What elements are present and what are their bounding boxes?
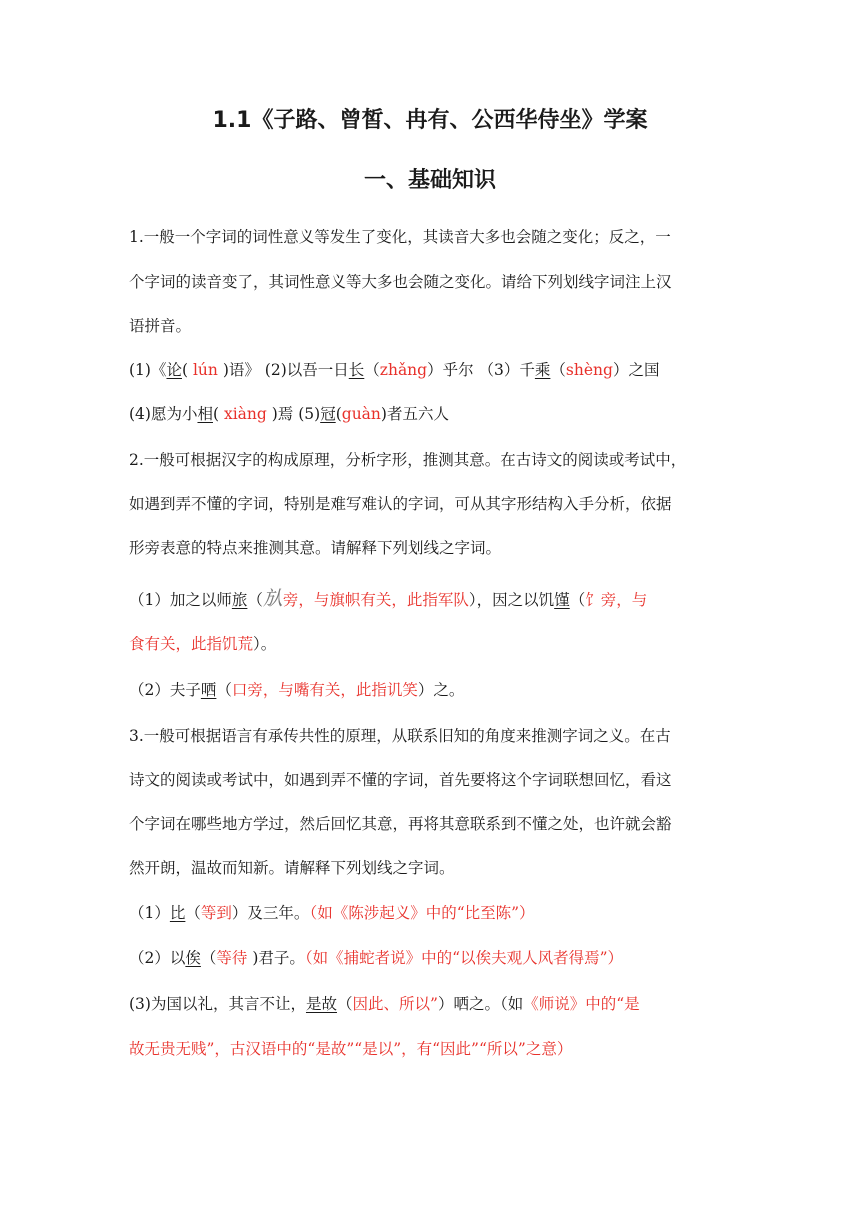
q2-item-2: （2）夫子哂（口旁，与嘴有关，此指讥笑）之。 — [129, 681, 465, 699]
q2-item-1-cont: 食有关，此指饥荒）。 — [129, 635, 277, 653]
q1-items-row-1: (1)《论( lún )语》 (2)以吾一日长（zhǎng）乎尔 （3）千乘（shèng）之国 — [129, 361, 660, 379]
underlined-word: 是故 — [305, 995, 337, 1013]
radical-glyph: 㫃 — [262, 586, 283, 610]
underlined-word: 乘 — [534, 361, 551, 379]
underlined-word: 旅 — [231, 591, 248, 609]
pinyin-answer: zhǎng — [379, 361, 428, 379]
q3-line-2: 诗文的阅读或考试中，如遇到弄不懂的字词，首先要将这个字词联想回忆，看这 — [129, 771, 672, 789]
underlined-word: 长 — [348, 361, 365, 379]
underlined-word: 哂 — [200, 681, 217, 699]
q1-line-2: 个字词的读音变了，其词性意义等大多也会随之变化。请给下列划线字词注上汉 — [129, 273, 672, 291]
answer-text: 口旁，与嘴有关，此指讥笑 — [231, 681, 418, 699]
underlined-word: 馑 — [554, 591, 570, 609]
q3-line-1: 3.一般可根据语言有承传共性的原理，从联系旧知的角度来推测字词之义。在古 — [129, 727, 671, 745]
pinyin-answer: xiàng — [223, 405, 267, 423]
answer-text: 等待 — [216, 949, 248, 967]
q1-line-1: 1.一般一个字词的词性意义等发生了变化，其读音大多也会随之变化；反之，一 — [129, 228, 671, 246]
answer-text: 饣旁，与 — [585, 591, 648, 609]
underlined-word: 比 — [169, 904, 186, 922]
answer-text: 因此、所以” — [352, 995, 438, 1013]
answer-text: 等到 — [200, 904, 232, 922]
underlined-word: 冠 — [320, 405, 336, 423]
q1-items-row-2: (4)愿为小相( xiàng )焉 (5)冠(guàn)者五六人 — [129, 405, 449, 423]
q3-item-1: （1）比（等到）及三年。（如《陈涉起义》中的“比至陈”） — [129, 904, 535, 922]
source-note: （如《陈涉起义》中的“比至陈”） — [309, 904, 535, 922]
q3-item-3-cont — [129, 1039, 739, 1059]
section-heading: 一、基础知识 — [363, 168, 496, 193]
underlined-word: 相 — [197, 405, 213, 423]
answer-text: 旁，与旗帜有关，此指军队 — [282, 591, 469, 609]
q3-item-3: (3)为国以礼，其言不让，是故（因此、所以”）哂之。（如《师说》中的“是 — [129, 995, 640, 1013]
q1-line-3: 语拼音。 — [129, 317, 192, 335]
pinyin-answer: shèng — [565, 361, 613, 379]
q2-line-1: 2.一般可根据汉字的构成原理，分析字形，推测其意。在古诗文的阅读或考试中， — [129, 451, 687, 469]
answer-text: 食有关，此指饥荒 — [129, 635, 254, 653]
pinyin-answer: lún — [192, 361, 218, 379]
source-note: 故无贵无贱”，古汉语中的“是故”“是以”，有“因此”“所以”之意） — [129, 1040, 573, 1058]
underlined-word: 论 — [166, 361, 182, 379]
q2-line-2: 如遇到弄不懂的字词，特别是难写难认的字词，可从其字形结构入手分析，依据 — [129, 495, 672, 513]
source-note: （如《捕蛇者说》中的“以俟夫观人风者得焉”） — [304, 949, 624, 967]
underlined-word: 俟 — [185, 949, 201, 967]
q2-item-1: （1）加之以师旅（㫃旁，与旗帜有关，此指军队），因之以饥馑（饣旁，与 — [129, 586, 648, 610]
q3-line-4: 然开朗，温故而知新。请解释下列划线之字词。 — [129, 859, 455, 877]
source-note: 《师说》中的“是 — [523, 995, 640, 1013]
pinyin-answer: guàn — [341, 405, 381, 423]
q3-line-3: 个字词在哪些地方学过，然后回忆其意，再将其意联系到不懂之处，也许就会豁 — [129, 815, 672, 833]
page-title: 1.1《子路、曾皙、冉有、公西华侍坐》学案 — [212, 108, 648, 133]
q3-item-2: （2）以俟（等待 )君子。（如《捕蛇者说》中的“以俟夫观人风者得焉”） — [129, 949, 624, 967]
q2-line-3: 形旁表意的特点来推测其意。请解释下列划线之字词。 — [129, 539, 502, 557]
